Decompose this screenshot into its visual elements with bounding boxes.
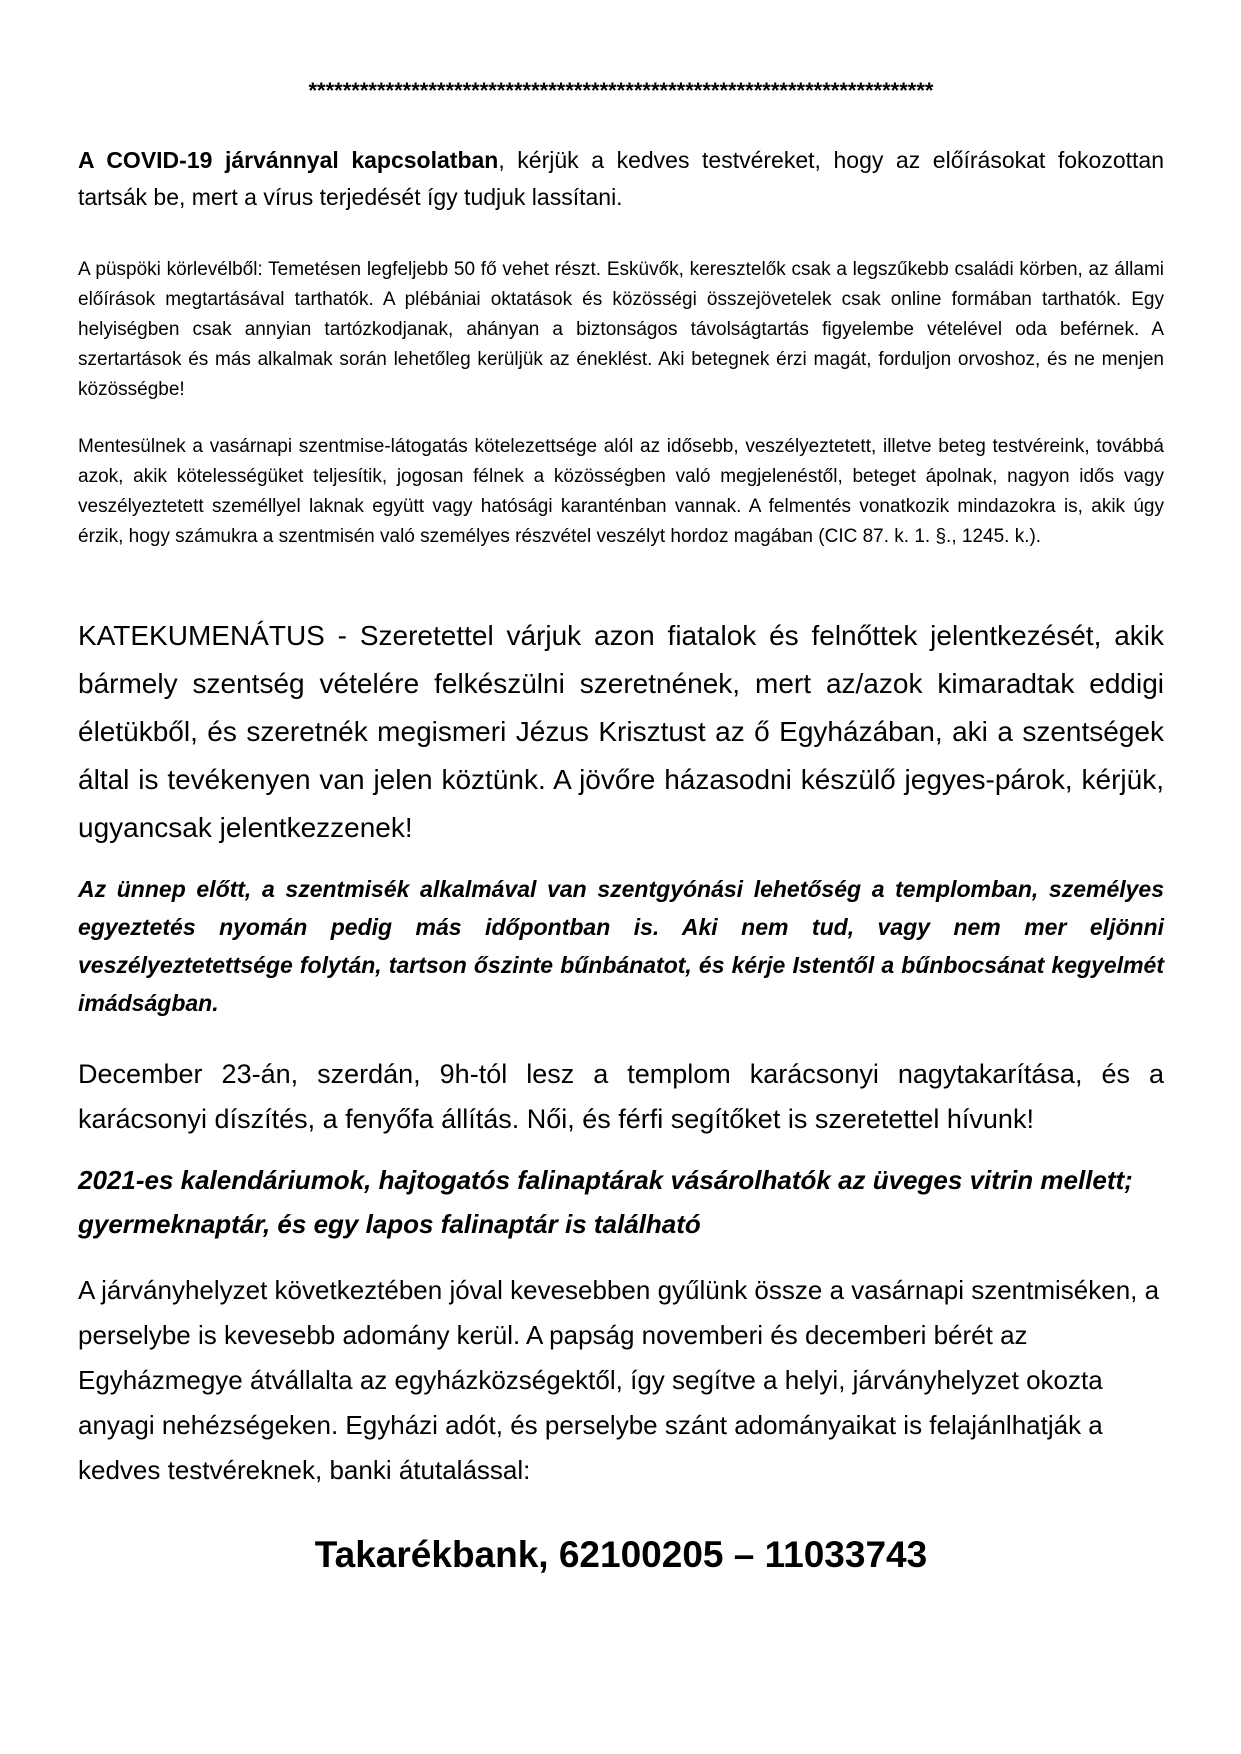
- donation-paragraph: A járványhelyzet következtében jóval kevesebben gyűlünk össze a vasárnapi szentmiséken, a perselybe is kevesebb adomány kerül. A papság novemberi és decemberi bérét az Egyházmegye átvállalta az egyházközségektől, így segítve a helyi, járványhelyzet okozta anyagi nehézségeken. Egyházi adót, és perselybe szánt adományaikat is felajánlhatják a kedves testvéreknek, banki átutalással:: [78, 1275, 1160, 1485]
- separator-stars: *************************************************************************: [308, 78, 934, 103]
- confession-paragraph: Az ünnep előtt, a szentmisék alkalmával van szentgyónási lehetőség a templomban, személyes egyeztetés nyomán pedig más időpontban is. Aki nem tud, vagy nem mer eljönni veszélyeztetettsége folytán, tartson őszinte bűnbánatot, és kérje Istentől a bűnbocsánat kegyelmét imádságban.: [78, 876, 1164, 1016]
- exemption-paragraph: Mentesülnek a vasárnapi szentmise-látogatás kötelezettsége alól az idősebb, veszélyeztetett, illetve beteg testvéreink, továbbá azok, akik kötelességüket teljesítik, jogosan félnek a közösségben való megjelenéstől, beteget ápolnak, nagyon idős vagy veszélyeztetett személlyel laknak együtt vagy hatósági karanténban vannak. A felmentés vonatkozik mindazokra is, akik úgy érzik, hogy számukra a szentmisén való személyes részvétel veszélyt hordoz magában (CIC 87. k. 1. §., 1245. k.).: [78, 436, 1164, 547]
- covid-notice-text: , kérjük a kedves testvéreket, hogy az előírásokat fokozottan tartsák be, mert a vírus terjedését így tudjuk lassítani.: [78, 147, 1165, 210]
- catechumenate-paragraph: KATEKUMENÁTUS - Szeretettel várjuk azon fiatalok és felnőttek jelentkezését, akik bármely szentség vételére felkészülni szeretnének, mert az/azok kimaradtak eddigi életükből, és szeretnék megismeri Jézus Krisztust az ő Egyházában, aki a szentségek által is tevékenyen van jelen köztünk. A jövőre házasodni készülő jegyes-párok, kérjük, ugyancsak jelentkezzenek!: [78, 620, 1164, 843]
- calendars-paragraph: 2021-es kalendáriumok, hajtogatós falinaptárak vásárolhatók az üveges vitrin mellett; gyermeknaptár, és egy lapos falinaptár is található: [78, 1165, 1133, 1239]
- covid-notice: [78, 142, 1164, 216]
- bank-account: Takarékbank, 62100205 – 11033743: [314, 1534, 928, 1575]
- bishop-letter-paragraph: A püspöki körlevélből: Temetésen legfeljebb 50 fő vehet részt. Esküvők, keresztelők csak a legszűkebb családi körben, az állami előírások megtartásával tarthatók. A plébániai oktatások és közösségi összejövetelek csak online formában tarthatók. Egy helyiségben csak annyian tartózkodjanak, ahányan a biztonságos távolságtartás figyelembe vételével oda beférnek. A szertartások és más alkalmak során lehetőleg kerüljük az éneklést. Aki betegnek érzi magát, forduljon orvoshoz, és ne menjen közösségbe!: [78, 259, 1164, 400]
- church-cleaning-paragraph: December 23-án, szerdán, 9h-tól lesz a templom karácsonyi nagytakarítása, és a karácsonyi díszítés, a fenyőfa állítás. Női, és férfi segítőket is szeretettel hívunk!: [78, 1059, 1164, 1134]
- covid-notice-lead: A COVID-19 járvánnyal kapcsolatban: [78, 147, 499, 173]
